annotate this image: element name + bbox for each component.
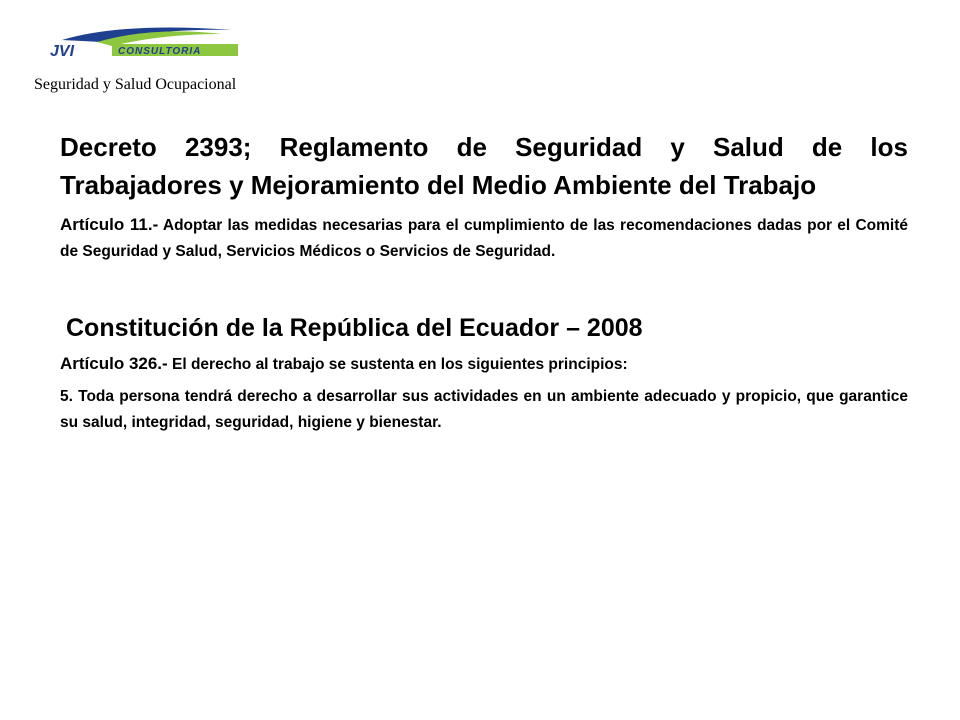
- section2-article: [60, 351, 908, 378]
- section1-article: [60, 212, 908, 265]
- logo-mark: JVI: [50, 43, 75, 60]
- slide-content: [60, 128, 908, 436]
- company-logo: [42, 20, 242, 62]
- section1-article-text: Adoptar las medidas necesarias para el cumplimiento de las recomendaciones dadas por el Comité de Seguridad y Salud, Servicios Médicos o Servicios de Seguridad.: [60, 217, 908, 260]
- section2-article-text: El derecho al trabajo se sustenta en los siguientes principios:: [167, 356, 628, 373]
- section1-article-label: Artículo 11.-: [60, 215, 159, 234]
- section1-title: Decreto 2393; Reglamento de Seguridad y Salud de los Trabajadores y Mejoramiento del Medio Ambiente del Trabajo: [60, 132, 908, 200]
- logo-text: CONSULTORIA: [118, 46, 202, 57]
- section2-article-label: Artículo 326.-: [60, 354, 168, 373]
- header-subtitle: Seguridad y Salud Ocupacional: [34, 76, 237, 93]
- section2-item: 5. Toda persona tendrá derecho a desarrollar sus actividades en un ambiente adecuado y propicio, que garantice su salud, integridad, seguridad, higiene y bienestar.: [60, 388, 908, 431]
- logo-graphic: [42, 20, 242, 62]
- section2-title: Constitución de la República del Ecuador – 2008: [66, 314, 643, 342]
